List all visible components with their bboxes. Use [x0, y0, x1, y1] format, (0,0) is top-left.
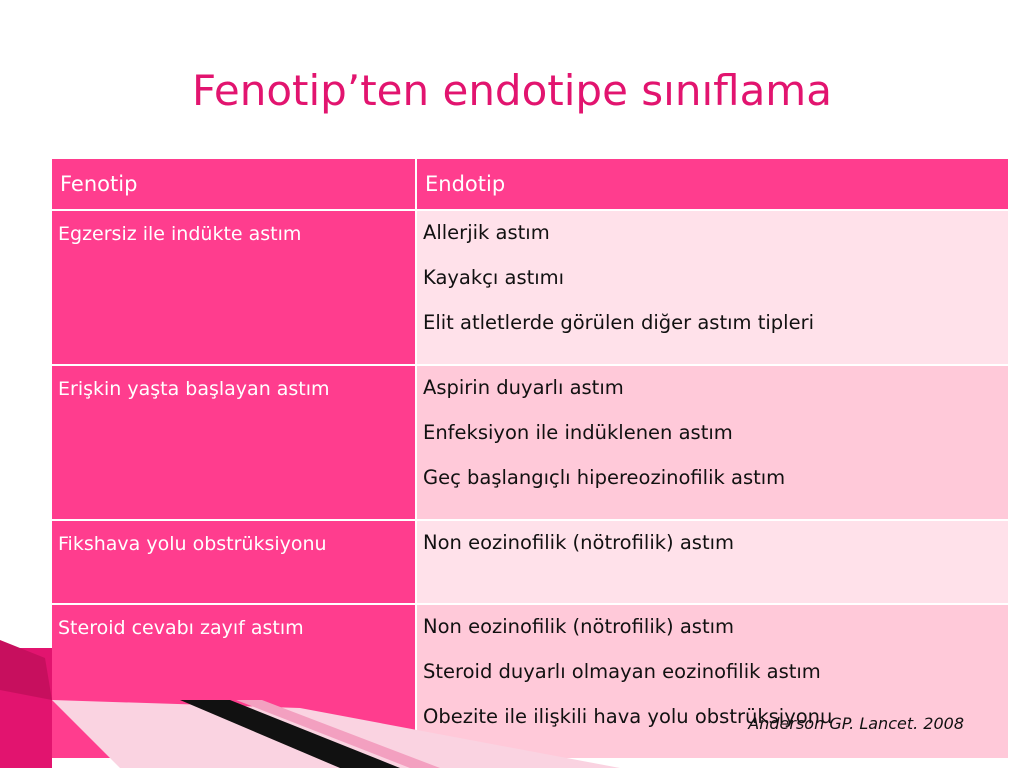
endotype-item: Geç başlangıçlı hipereozinofilik astım — [423, 466, 786, 489]
endotype-item: Steroid duyarlı olmayan eozinofilik astım — [423, 660, 821, 683]
citation: Anderson GP. Lancet. 2008 — [748, 714, 964, 733]
endotype-item: Non eozinofilik (nötrofilik) astım — [423, 615, 735, 638]
column-header-endotype: Endotip — [416, 158, 1009, 210]
endotype-item: Kayakçı astımı — [423, 266, 565, 289]
endotype-item: Aspirin duyarlı astım — [423, 376, 624, 399]
phenotype-cell: Erişkin yaşta başlayan astım — [51, 365, 416, 520]
endotype-item: Allerjik astım — [423, 221, 550, 244]
phenotype-cell: Fikshava yolu obstrüksiyonu — [51, 520, 416, 604]
slide-title: Fenotip’ten endotipe sınıflama — [192, 66, 832, 115]
column-header-phenotype: Fenotip — [51, 158, 416, 210]
endotype-item: Elit atletlerde görülen diğer astım tipleri — [423, 311, 815, 334]
endotype-item: Non eozinofilik (nötrofilik) astım — [423, 531, 735, 554]
endotype-item: Enfeksiyon ile indüklenen astım — [423, 421, 733, 444]
phenotype-cell: Egzersiz ile indükte astım — [51, 210, 416, 365]
phenotype-cell: Steroid cevabı zayıf astım — [51, 604, 416, 759]
endotype-item: Obezite ile ilişkili hava yolu obstrüksiyonu — [423, 705, 833, 728]
